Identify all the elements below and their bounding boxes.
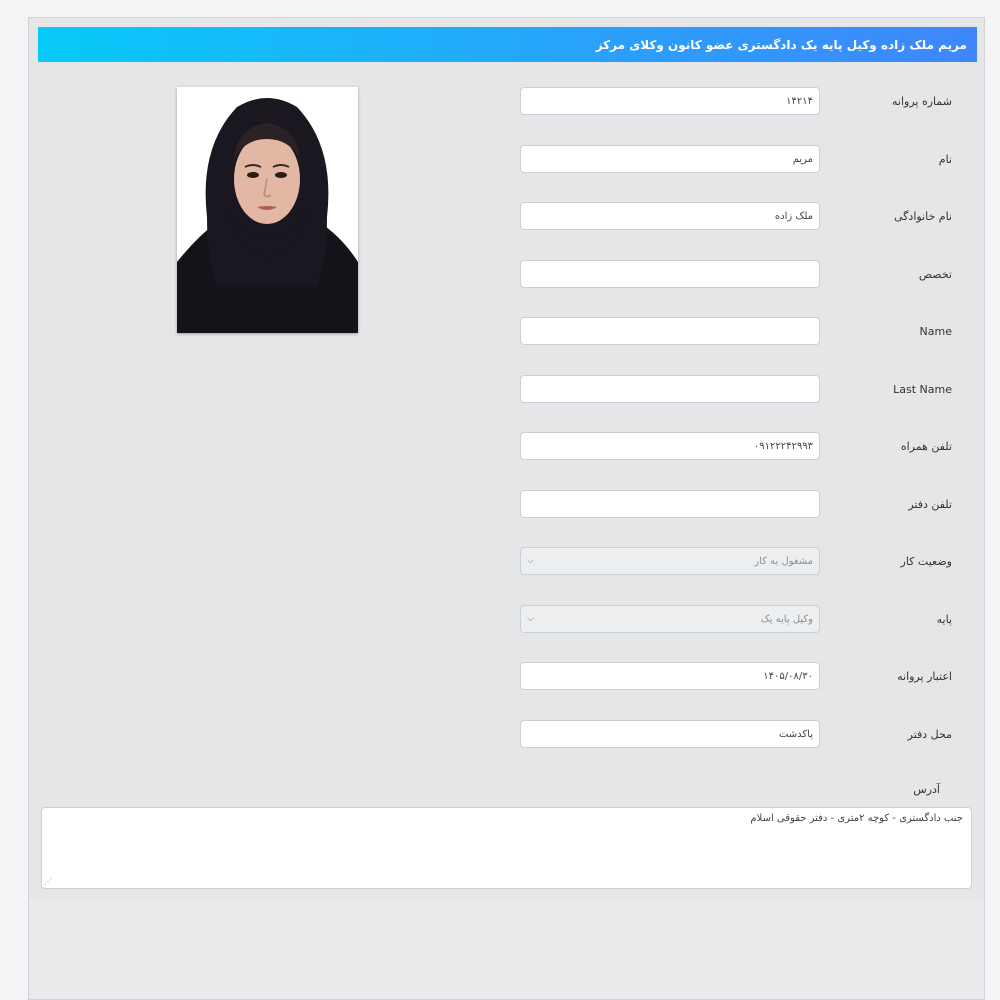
grade-select[interactable] (520, 605, 820, 633)
work-status-label: وضعیت کار (900, 555, 952, 568)
office-location-label: محل دفتر (907, 728, 952, 741)
address-label: آدرس (913, 783, 940, 796)
profile-header (38, 27, 977, 62)
english-name-label: Name (919, 325, 952, 338)
mobile-phone-input[interactable] (520, 432, 820, 460)
lawyer-profile-panel (28, 17, 985, 1000)
license-number-label: شماره پروانه (892, 95, 952, 108)
chevron-down-icon: ⌵ (527, 556, 534, 566)
first-name-label: نام (938, 153, 952, 166)
license-number-value: ۱۴۲۱۴ (786, 95, 813, 107)
work-status-value: مشغول به کار (754, 555, 813, 567)
license-validity-value: ۱۴۰۵/۰۸/۳۰ (763, 670, 813, 682)
mobile-phone-label: تلفن همراه (900, 440, 952, 453)
last-name-label: نام خانوادگی (894, 210, 952, 223)
first-name-value: مریم (792, 153, 813, 165)
last-name-value: ملک زاده (774, 210, 813, 222)
english-last-name-input[interactable] (520, 375, 820, 403)
panel-footer (29, 900, 984, 999)
chevron-down-icon: ⌵ (527, 614, 534, 624)
license-number-input[interactable] (520, 87, 820, 115)
office-location-input[interactable] (520, 720, 820, 748)
license-validity-label: اعتبار پروانه (897, 670, 952, 683)
office-phone-input[interactable] (520, 490, 820, 518)
english-last-name-label: Last Name (893, 383, 952, 396)
specialty-input[interactable] (520, 260, 820, 288)
grade-value: وکیل پایه یک (760, 613, 813, 625)
grade-label: پایه (936, 613, 952, 626)
address-textarea[interactable] (41, 807, 972, 889)
english-name-input[interactable] (520, 317, 820, 345)
office-phone-label: تلفن دفتر (908, 498, 952, 511)
specialty-label: تخصص (918, 268, 952, 281)
work-status-select[interactable] (520, 547, 820, 575)
profile-title: مریم ملک زاده وکیل پایه یک دادگستری عضو کانون وکلای مرکز (595, 37, 967, 52)
last-name-input[interactable] (520, 202, 820, 230)
first-name-input[interactable] (520, 145, 820, 173)
resize-grip-icon[interactable]: ⋱ (44, 877, 52, 886)
office-location-value: پاکدشت (778, 728, 813, 740)
mobile-phone-value: ۰۹۱۲۲۲۴۲۹۹۳ (753, 440, 813, 452)
license-validity-input[interactable] (520, 662, 820, 690)
address-value: جنب دادگستری - کوچه ۲متری - دفتر حقوقی اسلام (750, 813, 963, 824)
profile-photo (177, 87, 358, 333)
portrait-image (177, 87, 358, 333)
